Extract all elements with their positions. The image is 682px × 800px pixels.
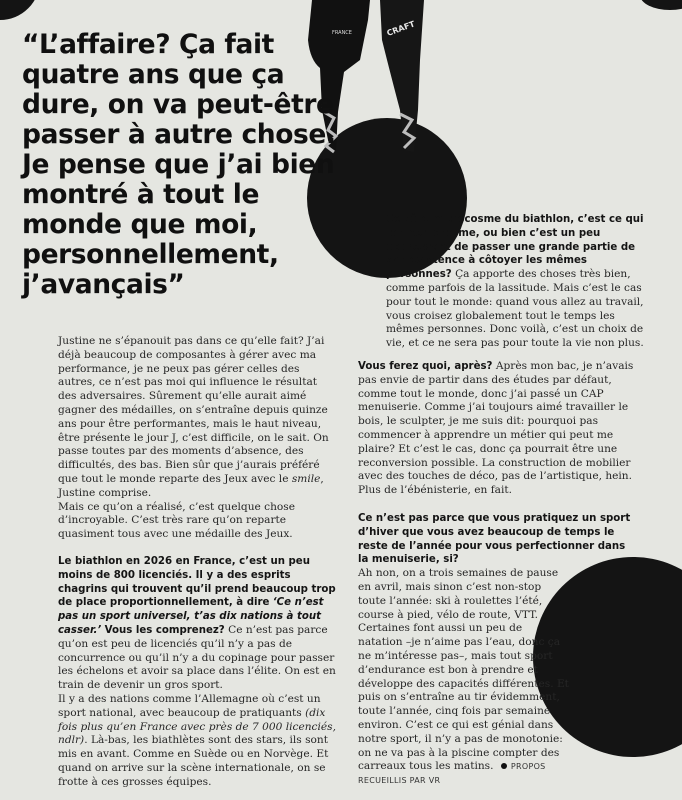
answer-menuiserie: Ah non, on a trois semaines de pause en avril, mais sinon c’est non-stop toute l’année: ski à roulettes l’été, course à pied, vélo de route, VTT. Certaines font aussi un peu de natation –je n’aime pas l’eau, donc ça ne m’intéresse pas–, mais tout sport d’endurance est bon à prendre et développe des capacités différentes. Et puis on s’entraîne au tir évidemment, toute l’année, cinq fois par semaine environ. C’est ce qui est génial dans notre sport, il n’y a pas de monotonie: on ne va pas à la piscine compter des carreaux tous les matins. xyxy=(358,567,569,773)
pull-quote: “L’affaire? Ça fait quatre ans que ça dure, on va peut-être passer à autre chose. Je pense que j’ai bien montré à tout le monde que moi, personnellement, j’avançais” xyxy=(22,29,336,300)
qa-apres xyxy=(358,360,646,498)
answer-licencies: Ce n’est pas parce qu’on est peu de licenciés qu’il n’y a pas de concurrence ou qu’il n’y a du copinage pour passer les échelons et avoir sa place dans l’élite. On est en train de devenir un gros sport. xyxy=(58,623,336,692)
question-licencies-quote: ‘Ce n’est pas un sport universel, t’as dix nations à tout casser.’ xyxy=(58,597,324,636)
paragraph-medals: Mais ce qu’on a réalisé, c’est quelque chose d’incroyable. C’est très rare qu’on reparte quasiment tous avec une médaille des Jeux. xyxy=(58,500,295,541)
question-menuiserie: Ce n’est pas parce que vous pratiquez un sport d’hiver que vous avez beaucoup de temps le reste de l’année pour vous perfectionner dans la menuiserie, si? xyxy=(358,512,631,566)
question-licencies-end: Vous les comprenez? xyxy=(104,624,225,636)
answer-nations-end: . Là-bas, les biathlètes sont des stars, ils sont mis en avant. Comme en Suède ou en Norvège. Et quand on arrive sur la scène internationale, on se frotte à ces grosses équipes. xyxy=(58,734,329,788)
question-microcosme: Ce côté microcosme du biathlon, c’est ce qui fait son charme, ou bien c’est un peu oppressant de passer une grande partie de son existence à côtoyer les mêmes personnes? xyxy=(386,214,644,281)
smile-italic: smile xyxy=(291,472,321,485)
ink-blob-top-left xyxy=(0,0,40,20)
credit-line: PROPOS RECUEILLIS PAR VR xyxy=(358,762,546,786)
right-column-top xyxy=(386,213,646,361)
answer-apres: Après mon bac, je n’avais pas envie de partir dans des études par défaut, comme tout le monde, donc j’ai passé un CAP menuiserie. Comme j’ai toujours aimé travailler le bois, le sculpter, je me suis dit: pourquoi pas commencer à apprendre un métier qui peut me plaire? Et c’est le cas, donc ça pourrait être une reconversion possible. La construction de mobilier avec des touches de déco, pas de l’artistique, hein. Plus de l’ébénisterie, en fait. xyxy=(358,360,634,497)
jersey-label-right: CRAFT xyxy=(385,19,417,38)
paragraph-justine-end: , Justine comprise. xyxy=(58,472,324,499)
answer-nations: Il y a des nations comme l’Allemagne où c’est un sport national, avec beaucoup de pratiquants xyxy=(58,692,321,719)
ink-blob-top-right xyxy=(640,0,682,10)
question-licencies: Le biathlon en 2026 en France, c’est un peu moins de 800 licenciés. Il y a des esprits chagrins qui trouvent qu’il prend beaucoup trop de place proportionnellement, à dire xyxy=(58,555,336,609)
right-column xyxy=(358,360,646,798)
left-column xyxy=(58,335,338,800)
answer-nations-note: (dix fois plus qu’en France avec près de 7 000 licenciés, ndlr) xyxy=(58,706,336,747)
qa-licencies xyxy=(58,555,338,790)
question-apres: Vous ferez quoi, après? xyxy=(358,361,493,372)
answer-microcosme: Ça apporte des choses très bien, comme parfois de la lassitude. Mais c’est le cas pour tout le monde: quand vous allez au travail, vous croisez globalement tout le temps les mêmes personnes. Donc voilà, c’est un choix de vie, et ce ne sera pas pour toute la vie non plus. xyxy=(386,268,644,350)
jersey-label-left: FRANCE xyxy=(332,30,352,36)
qa-menuiserie xyxy=(358,512,631,788)
paragraph-justine-text: Justine ne s’épanouit pas dans ce qu’elle fait? J’ai déjà beaucoup de composantes à gérer avec ma performance, je ne peux pas gérer celles des autres, ce n’est pas moi qui influence le résultat des adversaires. Sûrement qu’elle aurait aimé gagner des médailles, on s’entraîne depuis quinze ans pour être performantes, mais le haut niveau, être présente le jour J, c’est difficile, on le sait. On passe toutes par des moments d’absence, des difficultés, des bas. Bien sûr que j’aurais préféré que tout le monde reparte des Jeux avec le xyxy=(58,335,329,485)
end-bullet-icon xyxy=(501,763,507,769)
paragraph-justine xyxy=(58,335,338,542)
qa-microcosme xyxy=(386,213,646,351)
